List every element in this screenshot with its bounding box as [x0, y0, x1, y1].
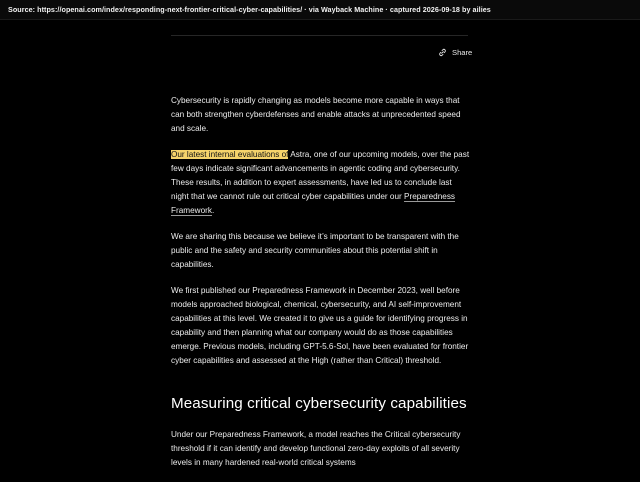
paragraph-transparency: We are sharing this because we believe it’s important to be transparent with the public and the safety and security communities about this potential shift in capabilities.	[171, 232, 459, 269]
preparedness-framework-link[interactable]: Preparedness Framework	[171, 192, 456, 215]
highlighted-text: Our latest internal evaluations of	[171, 150, 289, 159]
divider	[171, 35, 468, 36]
section-heading: Measuring critical cybersecurity capabilities	[171, 395, 467, 412]
paragraph-threshold: Under our Preparedness Framework, a model reaches the Critical cybersecurity threshold if it can identify and develop functional zero-day exploits of all severity levels in many hardened real-world critical systems	[171, 430, 461, 467]
article-body	[171, 94, 471, 482]
source-caption: Source: https://openai.com/index/responding-next-frontier-critical-cyber-capabilities/ · via Wayback Machine · captured 2026-09-18 by ailies	[8, 5, 491, 14]
source-bar	[0, 0, 640, 20]
share-button[interactable]	[438, 46, 472, 58]
paragraph-history: We first published our Preparedness Framework in December 2023, well before models approached biological, chemical, cybersecurity, and AI self-improvement capabilities at this level. We created it to give us a guide for identifying progress in capability and then planning what our company would do as those capabilities emerge. Previous models, including GPT-5.6-Sol, have been evaluated for frontier cyber capabilities and assessed at the High (rather than Critical) threshold.	[171, 286, 469, 365]
paragraph-evaluations	[171, 148, 471, 218]
paragraph-evaluations-text: Astra, one of our upcoming models, over the past few days indicate significant advancements in agentic coding and cybersecurity. These results, in addition to expert assessments, have led us to conclude last night that we cannot rule out critical cyber capabilities under our	[171, 150, 470, 201]
link-icon	[438, 48, 447, 57]
share-label: Share	[452, 47, 473, 57]
paragraph-intro: Cybersecurity is rapidly changing as models become more capable in ways that can both strengthen cyberdefenses and enable attacks at unprecedented speed and scale.	[171, 96, 461, 133]
paragraph-evaluations-end: .	[211, 206, 215, 215]
